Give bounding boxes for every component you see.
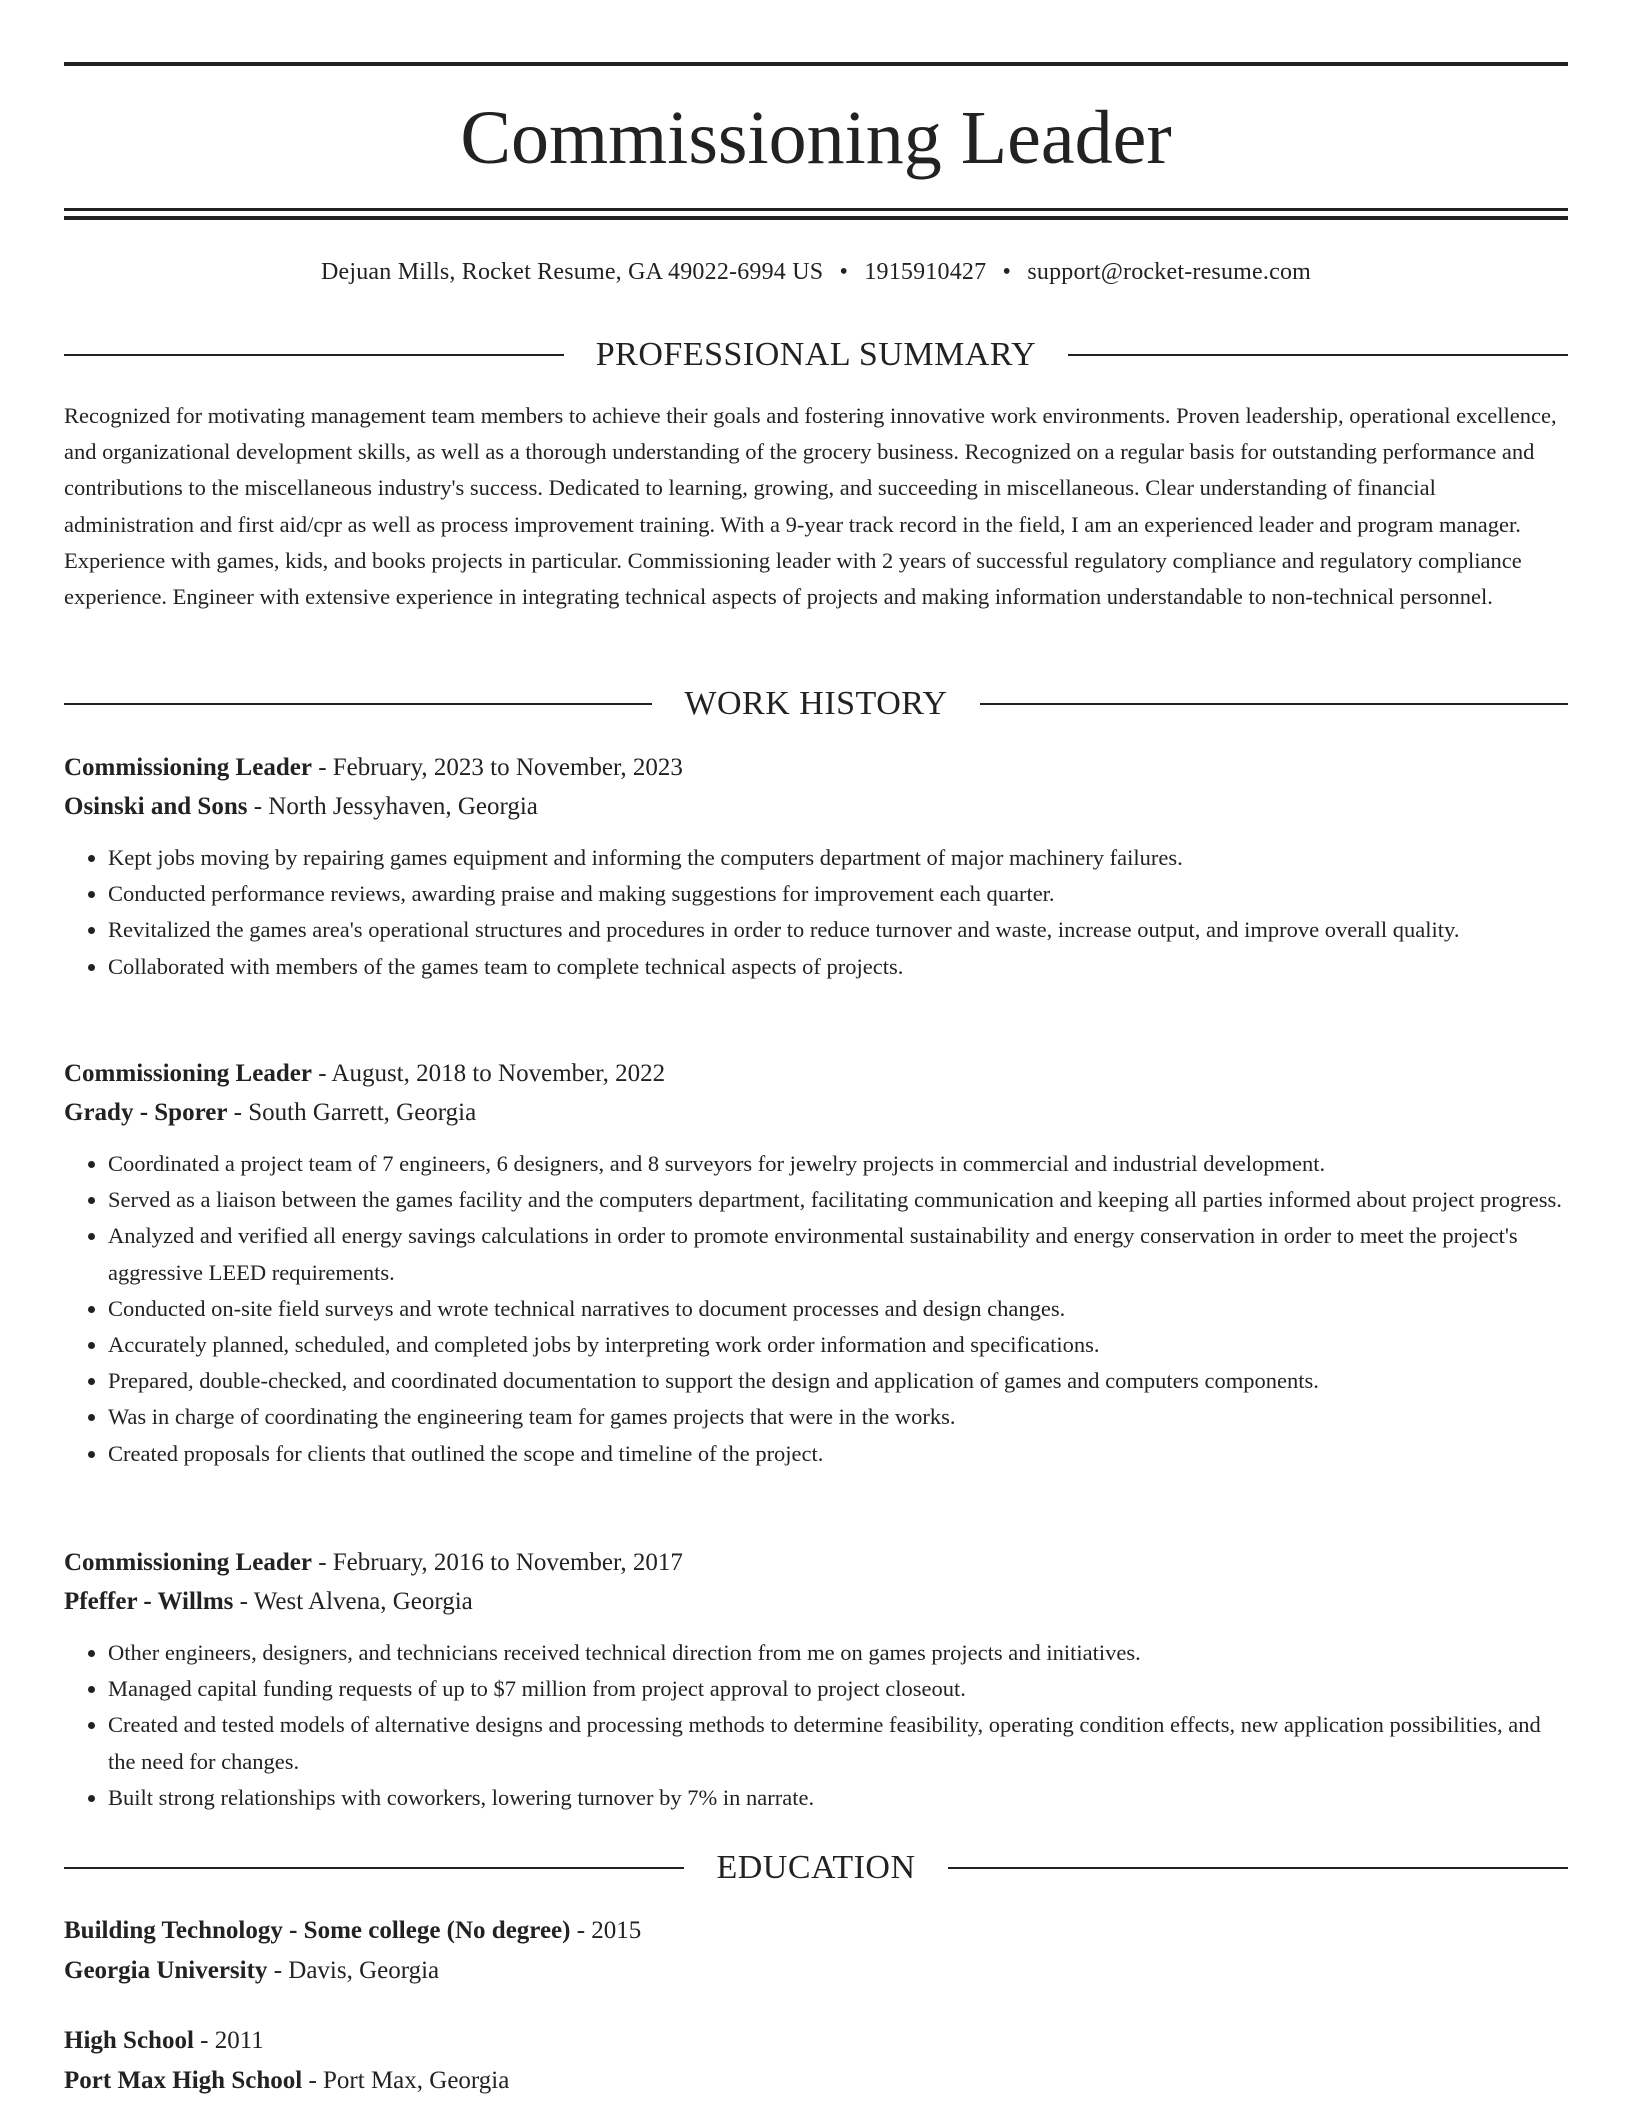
- contact-email: support@rocket-resume.com: [1027, 259, 1312, 285]
- job-role: Commissioning Leader: [64, 754, 312, 781]
- section-title-work: WORK HISTORY: [684, 685, 948, 722]
- job-company: Pfeffer - Willms: [64, 1588, 234, 1615]
- contact-separator: •: [839, 259, 849, 285]
- job-location: - North Jessyhaven, Georgia: [247, 793, 538, 820]
- job-role: Commissioning Leader: [64, 1549, 312, 1576]
- job-entry: [64, 1054, 1568, 1472]
- contact-address: Dejuan Mills, Rocket Resume, GA 49022-6994 US: [320, 259, 824, 285]
- section-rule-left: [64, 1867, 684, 1869]
- contact-line: [64, 254, 1568, 290]
- education-entry: [64, 1911, 1568, 1991]
- section-header-summary: [64, 335, 1568, 375]
- job-bullet: • Kept jobs moving by repairing games equipment and informing the computers department of major machinery failures.: [108, 840, 1568, 876]
- job-dates: - February, 2016 to November, 2017: [311, 1549, 683, 1576]
- section-rule-right: [1068, 354, 1568, 356]
- section-title-education: EDUCATION: [716, 1849, 916, 1886]
- job-dates: - August, 2018 to November, 2022: [311, 1060, 666, 1087]
- job-title-line: [64, 1054, 1568, 1093]
- job-bullet: • Created proposals for clients that outlined the scope and timeline of the project.: [108, 1436, 1568, 1472]
- job-bullet: • Built strong relationships with coworkers, lowering turnover by 7% in narrate.: [108, 1780, 1568, 1816]
- job-title-line: [64, 1543, 1568, 1582]
- education-location: - Port Max, Georgia: [302, 2067, 510, 2094]
- job-bullet: • Other engineers, designers, and technicians received technical direction from me on games projects and initiatives.: [108, 1635, 1568, 1671]
- job-bullet: • Analyzed and verified all energy savings calculations in order to promote environmental sustainability and energy conservation in order to meet the project's aggressive LEED requirements.: [108, 1218, 1568, 1290]
- section-rule-left: [64, 354, 564, 356]
- job-bullets: [64, 1635, 1568, 1816]
- job-bullet: • Conducted on-site field surveys and wrote technical narratives to document processes and design changes.: [108, 1291, 1568, 1327]
- job-bullet: • Prepared, double-checked, and coordinated documentation to support the design and application of games and computers components.: [108, 1363, 1568, 1399]
- section-rule-right: [948, 1867, 1568, 1869]
- job-bullet: • Was in charge of coordinating the engineering team for games projects that were in the works.: [108, 1399, 1568, 1435]
- section-title-summary: PROFESSIONAL SUMMARY: [595, 336, 1037, 373]
- section-header-education: [64, 1848, 1568, 1888]
- education-school: Georgia University: [64, 1957, 268, 1984]
- education-year: - 2011: [193, 2027, 264, 2054]
- summary-text: Recognized for motivating management team members to achieve their goals and fostering innovative work environments. Proven leadership, operational excellence, and organizational development skills, as well as a thorough understanding of the grocery business. Recognized on a regular basis for outstanding performance and contributions to the miscellaneous industry's success. Dedicated to learning, growing, and succeeding in miscellaneous. Clear understanding of financial administration and first aid/cpr as well as process improvement training. With a 9-year track record in the field, I am an experienced leader and program manager. Experience with games, kids, and books projects in particular. Commissioning leader with 2 years of successful regulatory compliance and regulatory compliance experience. Engineer with extensive experience in integrating technical aspects of projects and making information understandable to non-technical personnel.: [64, 403, 1557, 610]
- education-school-line: [64, 2061, 1568, 2101]
- job-bullet: • Collaborated with members of the games team to complete technical aspects of projects.: [108, 949, 1568, 985]
- education-degree: Building Technology - Some college (No degree): [64, 1917, 571, 1944]
- job-company-line: [64, 1582, 1568, 1621]
- section-rule-right: [980, 703, 1568, 705]
- education-degree: High School: [64, 2027, 194, 2054]
- job-bullets: [64, 840, 1568, 985]
- job-company: Osinski and Sons: [64, 793, 248, 820]
- job-bullet: • Created and tested models of alternative designs and processing methods to determine feasibility, operating condition effects, new application possibilities, and the need for changes.: [108, 1707, 1568, 1779]
- education-degree-line: [64, 1911, 1568, 1951]
- job-bullets: [64, 1146, 1568, 1472]
- job-location: - West Alvena, Georgia: [233, 1588, 473, 1615]
- job-bullet: • Revitalized the games area's operational structures and procedures in order to reduce turnover and waste, increase output, and improve overall quality.: [108, 912, 1568, 948]
- education-location: - Davis, Georgia: [267, 1957, 440, 1984]
- education-school-line: [64, 1951, 1568, 1991]
- job-company: Grady - Sporer: [64, 1099, 228, 1126]
- contact-phone: 1915910427: [864, 259, 987, 285]
- job-company-line: [64, 787, 1568, 826]
- contact-separator: •: [1002, 259, 1012, 285]
- title-double-rule: [64, 208, 1568, 220]
- job-bullet: • Conducted performance reviews, awarding praise and making suggestions for improvement each quarter.: [108, 876, 1568, 912]
- job-title-line: [64, 748, 1568, 787]
- job-bullet: • Managed capital funding requests of up to $7 million from project approval to project closeout.: [108, 1671, 1568, 1707]
- job-location: - South Garrett, Georgia: [227, 1099, 477, 1126]
- section-rule-left: [64, 703, 652, 705]
- education-degree-line: [64, 2021, 1568, 2061]
- job-dates: - February, 2023 to November, 2023: [311, 754, 683, 781]
- top-rule: [64, 62, 1568, 66]
- job-entry: [64, 1543, 1568, 1816]
- education-school: Port Max High School: [64, 2067, 303, 2094]
- job-bullet: • Coordinated a project team of 7 engineers, 6 designers, and 8 surveyors for jewelry projects in commercial and industrial development.: [108, 1146, 1568, 1182]
- job-entry: [64, 748, 1568, 985]
- job-company-line: [64, 1093, 1568, 1132]
- resume-title: Commissioning Leader: [460, 96, 1172, 180]
- education-year: - 2015: [570, 1917, 642, 1944]
- job-bullet: • Accurately planned, scheduled, and completed jobs by interpreting work order information and specifications.: [108, 1327, 1568, 1363]
- education-entry: [64, 2021, 1568, 2101]
- job-role: Commissioning Leader: [64, 1060, 312, 1087]
- section-header-work: [64, 684, 1568, 724]
- job-bullet: • Served as a liaison between the games facility and the computers department, facilitating communication and keeping all parties informed about project progress.: [108, 1182, 1568, 1218]
